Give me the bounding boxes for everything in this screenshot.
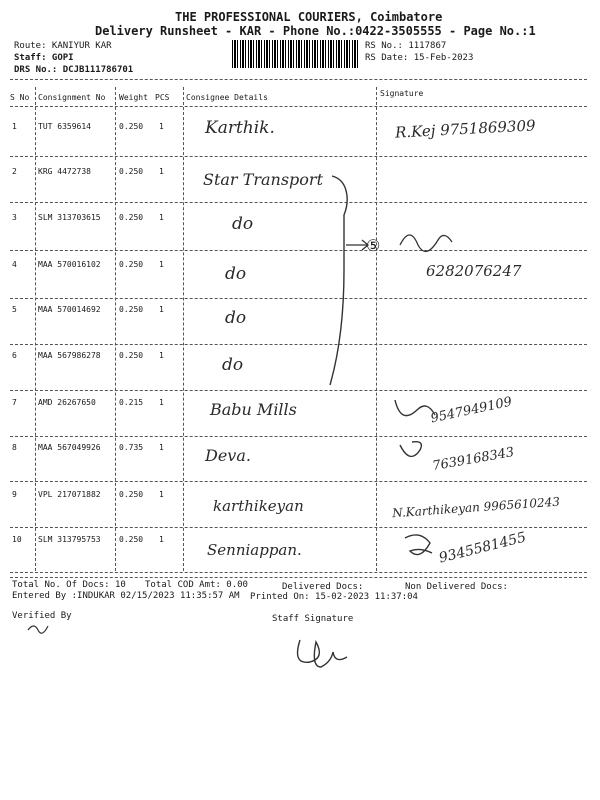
row-signature: 7639168343	[431, 444, 516, 475]
row-weight: 0.735	[119, 443, 144, 452]
page-title: THE PROFESSIONAL COURIERS, Coimbatore	[175, 10, 443, 24]
entered-by: Entered By :INDUKAR 02/15/2023 11:35:57 AM	[12, 591, 240, 601]
signature-scribble	[395, 400, 435, 416]
non-delivered-docs: Non Delivered Docs:	[405, 582, 508, 592]
row-details: Deva.	[205, 446, 251, 465]
row-sno: 6	[12, 351, 17, 360]
row-pcs: 1	[159, 213, 164, 222]
row-weight: 0.250	[119, 167, 144, 176]
row-signature: N.Karthikeyan 9965610243	[391, 494, 561, 521]
page-subtitle: Delivery Runsheet - KAR - Phone No.:0422-3505555 - Page No.:1	[95, 24, 536, 38]
row-details: Karthik.	[205, 118, 275, 138]
row-sno: 8	[12, 443, 17, 452]
verified-by-label: Verified By	[12, 611, 72, 621]
row-weight: 0.215	[119, 398, 144, 407]
col-header-pcs: PCS	[155, 93, 170, 102]
col-header-signature: Signature	[380, 89, 424, 98]
row-weight: 0.250	[119, 213, 144, 222]
signature-scribble	[405, 535, 432, 555]
total-cod: Total COD Amt: 0.00	[145, 580, 248, 590]
row-consignment: SLM 313795753	[38, 535, 101, 544]
row-signature: 6282076247	[426, 262, 522, 280]
row-details: Star Transport	[203, 170, 323, 189]
ditto-bracket-stroke	[330, 176, 347, 385]
row-pcs: 1	[159, 398, 164, 407]
row-sno: 7	[12, 398, 17, 407]
row-pcs: 1	[159, 535, 164, 544]
row-consignment: SLM 313703615	[38, 213, 101, 222]
row-weight: 0.250	[119, 351, 144, 360]
row-details: karthikeyan	[213, 497, 304, 515]
row-consignment: MAA 567049926	[38, 443, 101, 452]
verified-signature	[28, 626, 48, 633]
row-weight: 0.250	[119, 122, 144, 131]
drs-number: DRS No.: DCJB111786701	[14, 65, 134, 75]
row-pcs: 1	[159, 443, 164, 452]
row-details: do	[222, 355, 244, 375]
row-weight: 0.250	[119, 260, 144, 269]
signature-scribble	[400, 442, 421, 457]
row-signature: R.Kej 9751869309	[394, 116, 536, 142]
row-details: do	[225, 308, 247, 328]
row-signature: 9547949109	[429, 394, 514, 427]
row-weight: 0.250	[119, 535, 144, 544]
col-header-sno: S No	[10, 93, 30, 102]
route: Route: KANIYUR KAR	[14, 41, 112, 51]
row-pcs: 1	[159, 260, 164, 269]
staff-signature-label: Staff Signature	[272, 614, 354, 624]
footer-rule	[10, 577, 587, 578]
row-consignment: VPL 217071882	[38, 490, 101, 499]
row-pcs: 1	[159, 305, 164, 314]
row-sno: 2	[12, 167, 17, 176]
row-consignment: KRG 4472738	[38, 167, 91, 176]
row-pcs: 1	[159, 351, 164, 360]
delivered-docs: Delivered Docs:	[282, 582, 364, 592]
row-weight: 0.250	[119, 305, 144, 314]
row-weight: 0.250	[119, 490, 144, 499]
row-sno: 10	[12, 535, 22, 544]
staff-signature-scribble	[298, 640, 347, 667]
row-pcs: 1	[159, 122, 164, 131]
staff: Staff: GOPI	[14, 53, 74, 63]
row-consignment: AMD 26267650	[38, 398, 96, 407]
row-signature: ⑤	[366, 236, 381, 255]
row-sno: 1	[12, 122, 17, 131]
row-sno: 9	[12, 490, 17, 499]
col-header-consignment: Consignment No	[38, 93, 106, 102]
row-consignment: MAA 570014692	[38, 305, 101, 314]
signature-scribble	[400, 235, 452, 251]
row-details: do	[232, 214, 254, 234]
row-sno: 3	[12, 213, 17, 222]
row-consignment: MAA 567986278	[38, 351, 101, 360]
printed-on: Printed On: 15-02-2023 11:37:04	[250, 592, 418, 602]
row-consignment: MAA 570016102	[38, 260, 101, 269]
row-details: do	[225, 264, 247, 284]
row-sno: 5	[12, 305, 17, 314]
row-pcs: 1	[159, 490, 164, 499]
row-details: Senniappan.	[207, 541, 302, 559]
rs-date: RS Date: 15-Feb-2023	[365, 53, 474, 63]
col-header-weight: Weight	[119, 93, 148, 102]
col-header-details: Consignee Details	[186, 93, 268, 102]
total-docs: Total No. Of Docs: 10	[12, 580, 126, 590]
row-pcs: 1	[159, 167, 164, 176]
row-consignment: TUT 6359614	[38, 122, 91, 131]
rs-number: RS No.: 1117867	[365, 41, 447, 51]
row-sno: 4	[12, 260, 17, 269]
arrow-stroke	[346, 240, 368, 250]
row-details: Babu Mills	[210, 400, 297, 419]
row-signature: 9345581455	[437, 529, 528, 567]
